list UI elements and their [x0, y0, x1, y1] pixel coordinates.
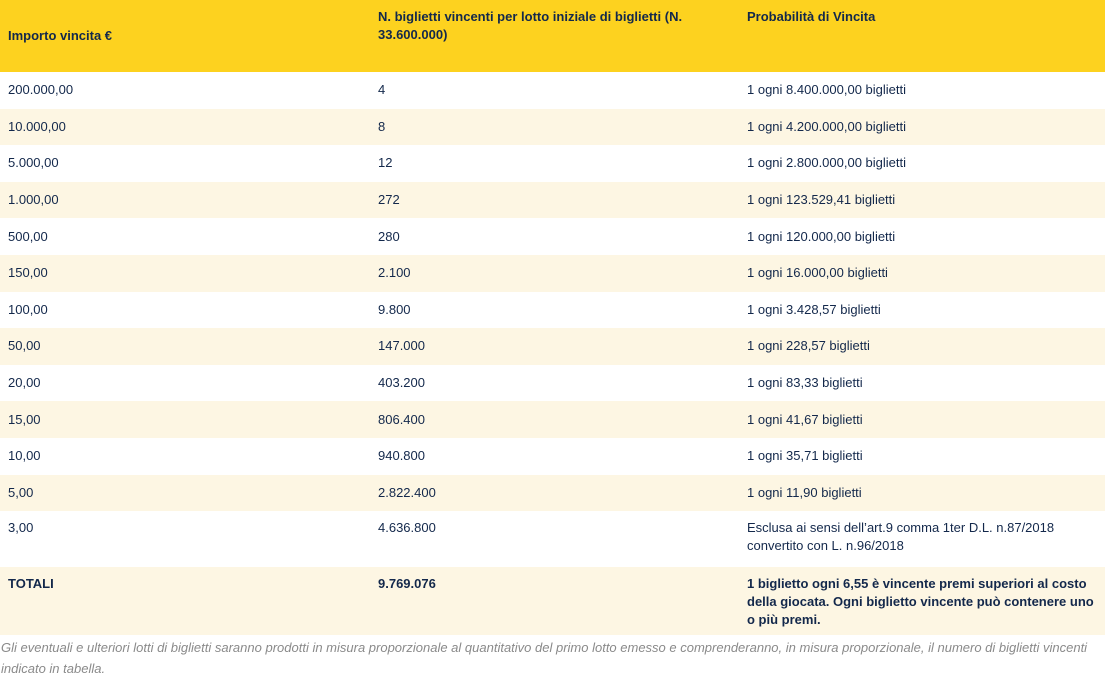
cell-biglietti: 272: [378, 192, 400, 208]
cell-biglietti: 280: [378, 228, 400, 244]
cell-importo: 10,00: [8, 448, 41, 464]
cell-biglietti: 12: [378, 155, 393, 171]
cell-probabilita: 1 ogni 4.200.000,00 biglietti: [747, 118, 907, 134]
header-importo: Importo vincita €: [8, 28, 113, 43]
cell-probabilita: 1 ogni 123.529,41 biglietti: [747, 192, 896, 208]
totals-row: [0, 567, 1105, 635]
table-row: [0, 182, 1105, 219]
cell-importo: 1.000,00: [8, 192, 59, 208]
cell-biglietti: 2.822.400: [378, 484, 436, 500]
cell-biglietti: 147.000: [378, 338, 425, 354]
cell-probabilita: 1 ogni 120.000,00 biglietti: [747, 228, 896, 244]
totals-biglietti: 9.769.076: [378, 576, 436, 592]
table-row: [0, 109, 1105, 146]
cell-biglietti: 4.636.800: [378, 520, 436, 536]
cell-probabilita: 1 ogni 2.800.000,00 biglietti: [747, 155, 907, 171]
cell-probabilita: 1 ogni 228,57 biglietti: [747, 338, 870, 354]
cell-importo: 3,00: [8, 520, 34, 536]
cell-probabilita: 1 ogni 11,90 biglietti: [747, 484, 862, 500]
cell-probabilita: 1 ogni 83,33 biglietti: [747, 375, 863, 391]
table-row: [0, 292, 1105, 329]
cell-importo: 10.000,00: [8, 118, 66, 134]
cell-probabilita: 1 ogni 16.000,00 biglietti: [747, 265, 888, 281]
table-header-row: [0, 0, 1105, 72]
totals-probabilita: 1 biglietto ogni 6,55 è vincente premi superiori al costo della giocata. Ogni biglietto vincente può contenere uno o più premi.: [747, 576, 1094, 628]
cell-probabilita: Esclusa ai sensi dell’art.9 comma 1ter D.L. n.87/2018 convertito con L. n.96/2018: [747, 520, 1055, 554]
cell-importo: 500,00: [8, 228, 48, 244]
table-row: [0, 511, 1105, 567]
cell-importo: 50,00: [8, 338, 41, 354]
table-row: [0, 255, 1105, 292]
table-row: [0, 218, 1105, 255]
table-row: [0, 72, 1105, 109]
table-row: [0, 438, 1105, 475]
cell-biglietti: 940.800: [378, 448, 425, 464]
cell-importo: 15,00: [8, 411, 41, 427]
cell-biglietti: 9.800: [378, 301, 411, 317]
footnote: Gli eventuali e ulteriori lotti di biglietti saranno prodotti in misura proporzionale al quantitativo del primo lotto emesso e comprenderanno, in misura proporzionale, il numero di biglietti vincenti indicato in tabella.: [1, 640, 1088, 677]
header-probabilita: Probabilità di Vincita: [747, 9, 876, 24]
cell-biglietti: 4: [378, 82, 386, 98]
cell-importo: 200.000,00: [8, 82, 74, 98]
cell-importo: 150,00: [8, 265, 48, 281]
cell-biglietti: 806.400: [378, 411, 425, 427]
table-row: [0, 145, 1105, 182]
cell-importo: 5,00: [8, 484, 34, 500]
table-row: [0, 328, 1105, 365]
cell-biglietti: 2.100: [378, 265, 411, 281]
cell-probabilita: 1 ogni 35,71 biglietti: [747, 448, 863, 464]
cell-importo: 5.000,00: [8, 155, 59, 171]
cell-importo: 20,00: [8, 375, 41, 391]
table-row: [0, 401, 1105, 438]
header-biglietti: N. biglietti vincenti per lotto iniziale di biglietti (N. 33.600.000): [378, 9, 683, 42]
cell-biglietti: 403.200: [378, 375, 425, 391]
cell-probabilita: 1 ogni 3.428,57 biglietti: [747, 301, 881, 317]
totals-label: TOTALI: [8, 576, 54, 592]
cell-probabilita: 1 ogni 41,67 biglietti: [747, 411, 863, 427]
table-row: [0, 365, 1105, 402]
cell-probabilita: 1 ogni 8.400.000,00 biglietti: [747, 82, 907, 98]
cell-importo: 100,00: [8, 301, 48, 317]
table-row: [0, 475, 1105, 512]
cell-biglietti: 8: [378, 118, 386, 134]
